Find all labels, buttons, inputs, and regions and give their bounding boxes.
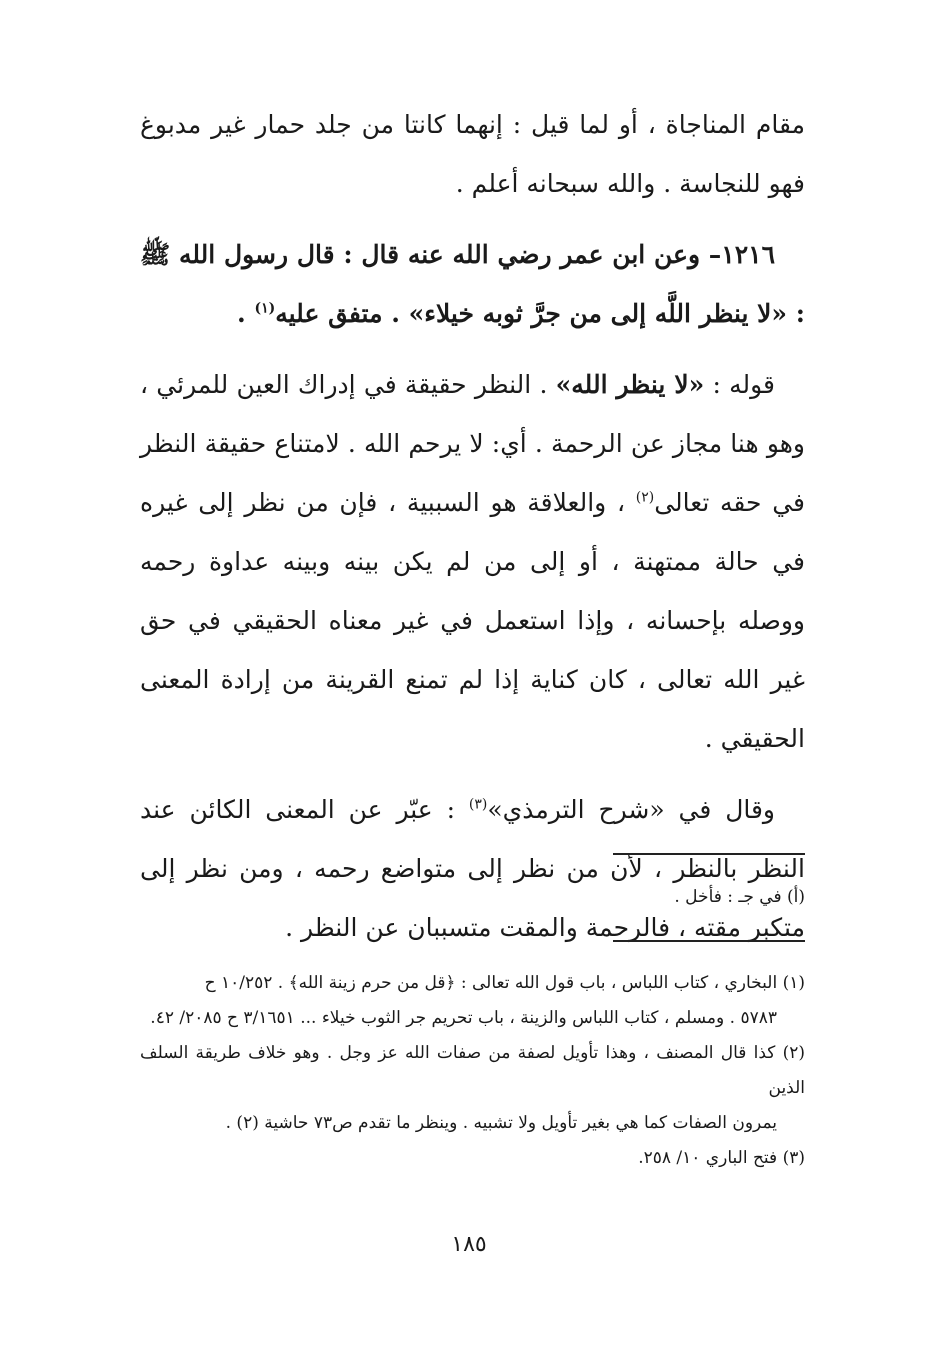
footnote-1: (١) البخاري ، كتاب اللباس ، باب قول الله تعالى : ﴿قل من حرم زينة الله﴾ . ١٠/٢٥٢ ح ٥٧٨٣ . ومسلم ، كتاب اللباس والزينة ، باب تحريم جر الثوب خيلاء ... ٣/١٦٥١ ح ٢٠٨٥/ ٤٢.: [150, 973, 805, 1028]
tirmidhi-paragraph: وقال في «شرح الترمذي»$^{(٣)}$ : عبّر عن المعنى الكائن عند النظر بالنظر ، لأن من نظر إلى متواضع رحمه ، ومن نظر إلى متكبر مقته ، فالرحمة والمقت متسببان عن النظر .: [140, 795, 805, 942]
footnote-3: (٣) فتح الباري ١٠/ ٢٥٨.: [638, 1148, 805, 1168]
quoted-phrase: «لا ينظر الله»: [555, 370, 705, 399]
hadith-paragraph: ١٢١٦– وعن ابن عمر رضي الله عنه قال : قال رسول الله ﷺ : «لا ينظر اللَّه إلى من جرَّ ثوبه خيلاء» . متفق عليه$^{(١)}$ .: [140, 240, 805, 328]
footnote-2: (٢) كذا قال المصنف ، وهذا تأويل لصفة من صفات الله عز وجل . وهو خلاف طريقة السلف الذين يمرون الصفات كما هي بغير تأويل ولا تشبيه . وينظر ما تقدم ص٧٣ حاشية (٢) .: [140, 1043, 805, 1133]
commentary-paragraph: قوله : «لا ينظر الله» . النظر حقيقة في إدراك العين للمرئي ، وهو هنا مجاز عن الرحمة . أي: لا يرحم الله . لامتناع حقيقة النظر في حقه تعالى$^{(٢)}$ ، والعلاقة هو السببية ، فإن من نظر إلى غيره في حالة ممتهنة ، أو إلى من لم يكن بينه وبينه عداوة رحمه ووصله بإحسانه ، وإذا استعمل في غير معناه الحقيقي في حق غير الله تعالى ، كان كناية إذا لم تمنع القرينة من إرادة المعنى الحقيقي .: [140, 370, 806, 753]
footnote-ref-2: (٢): [635, 489, 655, 506]
variant-note: (أ) في جـ : فأخل .: [674, 887, 805, 907]
paragraph-continuation: مقام المناجاة ، أو لما قيل : إنهما كانتا من جلد حمار غير مدبوغ فهو للنجاسة . والله سبحانه أعلم .: [140, 110, 805, 198]
footnote-ref-1: (١): [254, 300, 276, 317]
separator-rule: [613, 853, 805, 855]
footnotes: [140, 966, 805, 1176]
page-number: ١٨٥: [451, 1232, 487, 1257]
hadith-text: ١٢١٦– وعن ابن عمر رضي الله عنه قال : قال رسول الله ﷺ : «لا ينظر اللَّه إلى من جرَّ ثوبه خيلاء» . متفق عليه: [140, 240, 805, 328]
footnote-ref-3: (٣): [468, 796, 488, 813]
main-text: [140, 95, 805, 957]
separator-rule: [613, 940, 805, 942]
